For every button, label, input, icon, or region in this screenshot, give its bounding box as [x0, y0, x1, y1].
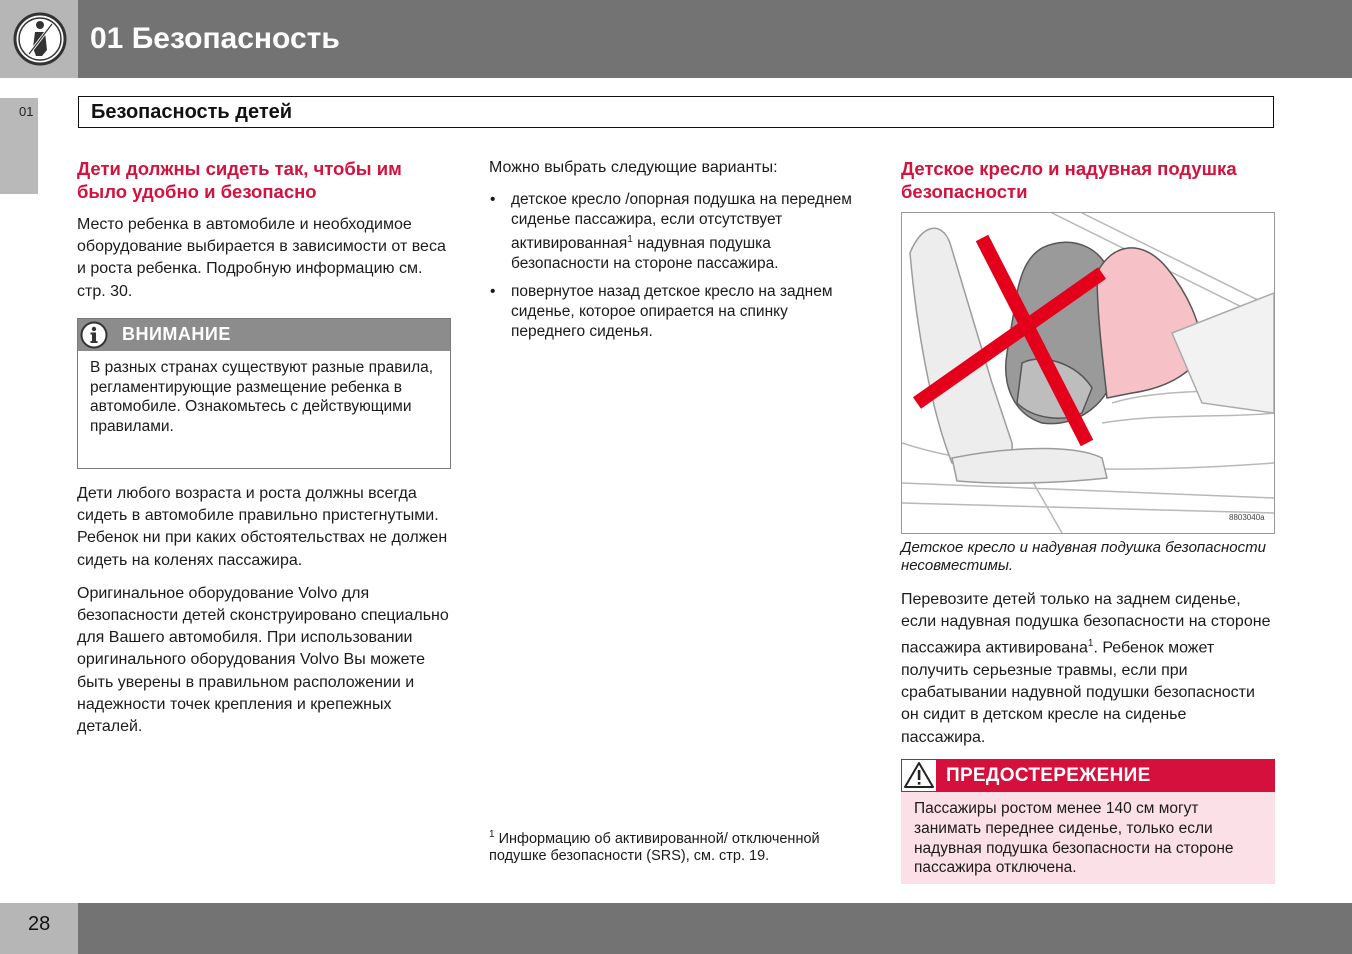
column3-heading: Детское кресло и надувная подушка безопасности: [901, 158, 1237, 202]
chapter-title: 01 Безопасность: [90, 22, 340, 55]
column1-heading: Дети должны сидеть так, чтобы им было удобно и безопасно: [77, 158, 402, 202]
list-item-text: надувная подушка безопасности на стороне пассажира.: [511, 235, 779, 273]
warning-text: Пассажиры ростом менее 140 см могут занимать переднее сиденье, только если надувная подушка безопасности на стороне пассажира отключена.: [914, 800, 1234, 877]
bullet-dot: •: [490, 283, 496, 301]
footer-bar: [78, 903, 1352, 954]
airbag-childseat-illustration: [901, 212, 1275, 534]
page-number: 28: [28, 913, 51, 935]
options-list: [489, 190, 859, 350]
note-text: В разных странах существуют разные правила, регламентирующие размещение ребенка в автомобиле. Ознакомьтесь с действующими правилами.: [90, 359, 434, 435]
column2-intro: Можно выбрать следующие варианты:: [489, 159, 778, 176]
list-item-text: повернутое назад детское кресло на заднем сиденье, которое опирается на спинку переднего сиденья.: [511, 283, 833, 341]
figure-caption: Детское кресло и надувная подушка безопасности несовместимы.: [901, 539, 1266, 574]
paragraph-text: . Ребенок может получить серьезные травмы, если при срабатывании надувной подушки безопасности он сидит в детском кресле на сиденье пассажира.: [901, 639, 1255, 746]
column1-paragraph1: [77, 214, 452, 314]
paragraph: Оригинальное оборудование Volvo для безопасности детей сконструировано специально для Вашего автомобиля. При использовании оригинального оборудования Volvo Вы можете быть уверены в правильном расположении и надежности точек крепления и крепежных деталей.: [77, 584, 449, 736]
column3-paragraph: [901, 589, 1274, 749]
info-icon: [80, 321, 108, 349]
note-title: ВНИМАНИЕ: [122, 324, 231, 344]
footnote-text: Информацию об активированной/ отключенной подушке безопасности (SRS), см. стр. 19.: [489, 830, 820, 865]
list-item: [489, 190, 859, 274]
paragraph: Дети любого возраста и роста должны всегда сидеть в автомобиле правильно пристегнутыми. Ребенок ни при каких обстоятельствах не должен сидеть на коленях пассажира.: [77, 485, 448, 569]
figure-code: 8803040a: [1229, 513, 1265, 522]
warning-title: ПРЕДОСТЕРЕЖЕНИЕ: [946, 765, 1151, 786]
footnote-ref: 1: [627, 234, 633, 245]
list-item-text: детское кресло /опорная подушка на переднем сиденье пассажира, если отсутствует активированная: [511, 191, 852, 253]
paragraph-text: Перевозите детей только на заднем сиденье, если надувная подушка безопасности на стороне пассажира активирована: [901, 591, 1271, 657]
seatbelt-icon: [0, 0, 78, 78]
warning-triangle-icon: [902, 760, 936, 791]
bullet-dot: •: [490, 191, 496, 208]
side-tab-label: 01: [19, 104, 34, 119]
column1-paragraphs: [77, 483, 452, 749]
footnote-mark: 1: [489, 829, 495, 840]
footnote-ref: 1: [1087, 638, 1094, 650]
footnote: [489, 826, 849, 866]
list-item: [489, 282, 859, 342]
paragraph: Место ребенка в автомобиле и необходимое оборудование выбирается в зависимости от веса и роста ребенка. Подробную информацию см. стр. 30.: [77, 216, 446, 300]
header-icon-box: [0, 0, 78, 78]
section-title: Безопасность детей: [91, 101, 293, 123]
